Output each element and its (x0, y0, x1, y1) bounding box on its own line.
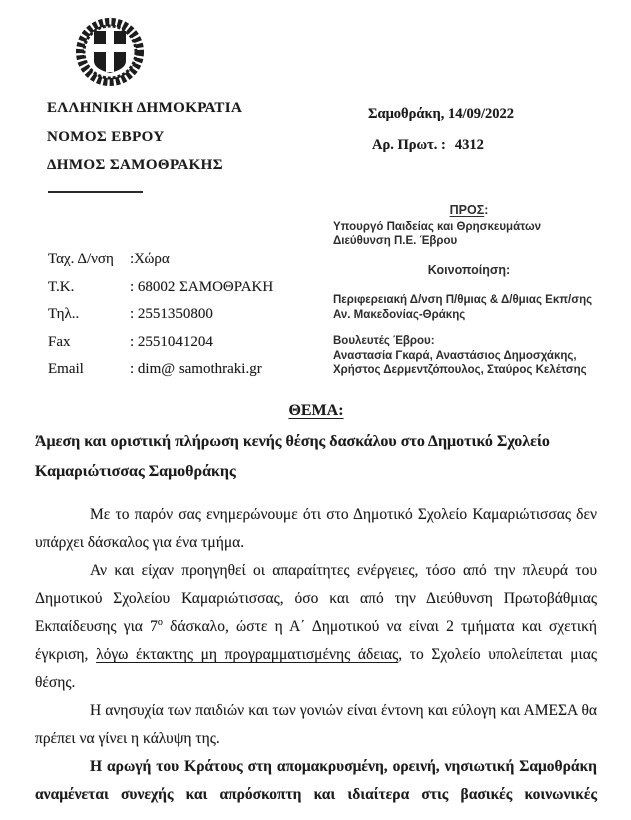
to-colon: : (484, 203, 489, 217)
body-segment: δάσκαλο, ώστε η Α΄ Δημοτικού να είναι 2 τμήματα και σχετική (162, 618, 597, 635)
contact-label: Email (48, 361, 84, 377)
to-lines (333, 220, 605, 249)
subject-line: Άμεση και οριστική πλήρωση κενής θέσης δασκάλου στο Δημοτικό Σχολείο (35, 433, 550, 450)
subject-text (35, 427, 603, 487)
contact-row-address (48, 251, 273, 279)
to-label: ΠΡΟΣ (449, 203, 485, 217)
body-line-bold: Η αρωγή του Κράτους στη απομακρυσμένη, ορεινή, νησιωτική Σαμοθράκη (90, 758, 597, 775)
cc-block-regional (333, 293, 605, 322)
cc-line: Αν. Μακεδονίας-Θράκης (333, 308, 466, 321)
subject-header (35, 402, 597, 420)
body-segment: Εκπαίδευσης για 7 (35, 618, 158, 635)
org-line-prefecture: ΝΟΜΟΣ ΕΒΡΟΥ (47, 128, 165, 145)
cc-block-mps (333, 334, 605, 378)
body-segment: , το Σχολείο υπολείπεται μιας (398, 646, 597, 663)
cc-line: Αναστασία Γκαρά, Αναστάσιος Δημοσχάκης, (333, 349, 577, 362)
to-line: Διεύθυνση Π.Ε. Έβρου (333, 235, 458, 247)
protocol-label: Αρ. Πρωτ. : (372, 137, 446, 153)
contact-value: : 68002 ΣΑΜΟΘΡΑΚΗ (130, 278, 274, 295)
contact-value: : dim@ samothraki.gr (130, 361, 262, 377)
place-date: Σαμοθράκη, 14/09/2022 (368, 106, 515, 122)
body-line-underlined (35, 641, 597, 669)
letter-body (35, 501, 597, 809)
header-separator-line (48, 191, 143, 193)
subject-line: Καμαριώτισσας Σαμοθράκης (35, 463, 236, 480)
body-line: θέσης. (35, 674, 76, 691)
contact-value: :Χώρα (130, 251, 170, 267)
org-header (47, 94, 242, 180)
contact-row-fax (48, 334, 273, 362)
to-line: Υπουργό Παιδείας και Θρησκευμάτων (333, 220, 542, 233)
recipients-block (333, 203, 605, 378)
contact-value: : 2551041204 (130, 333, 213, 350)
greek-national-emblem-icon (72, 14, 148, 94)
contact-row-phone (48, 306, 273, 334)
protocol-number: 4312 (454, 137, 484, 153)
org-line-republic: ΕΛΛΗΝΙΚΗ ΔΗΜΟΚΡΑΤΙΑ (47, 100, 243, 116)
body-line: Με το παρόν σας ενημερώνουμε ότι στο Δημοτικό Σχολείο Καμαριώτισσας δεν (90, 506, 597, 523)
body-line-bold: αναμένεται συνεχής και απρόσκοπτη και ιδιαίτερα στις βασικές κοινωνικές (35, 786, 597, 803)
cc-header: Κοινοποίηση: (427, 262, 511, 277)
contact-label: Fax (48, 333, 71, 350)
subject-label: ΘΕΜΑ: (288, 402, 344, 419)
cc-line: Χρήστος Δερμεντζόπουλος, Σταύρος Κελέτσης (333, 364, 587, 376)
body-line: Η ανησυχία των παιδιών και των γονιών είναι έντονη και εύλογη και ΑΜΕΣΑ θα (90, 702, 597, 719)
protocol-line (368, 137, 514, 154)
contact-value: : 2551350800 (130, 306, 213, 322)
cc-line: Βουλευτές Έβρου: (333, 335, 435, 347)
org-line-municipality: ΔΗΜΟΣ ΣΑΜΟΘΡΑΚΗΣ (47, 157, 223, 173)
contact-label: Ταχ. Δ/νση (48, 251, 114, 267)
body-line: πρέπει να γίνει η κάλυψη της. (35, 730, 220, 747)
contact-label: Τηλ.. (48, 306, 80, 322)
body-segment: έγκριση, (35, 646, 97, 663)
contact-block (48, 251, 273, 389)
contact-row-email (48, 361, 273, 389)
body-line: Δημοτικού Σχολείου Καμαριώτισσας, όσο και από την Διεύθυνση Πρωτοβάθμιας (35, 590, 597, 607)
underlined-phrase: λόγω έκτακτης μη προγραμματισμένης άδειας (96, 646, 399, 663)
contact-row-postal (48, 279, 273, 307)
body-line: υπάρχει δάσκαλος για ένα τμήμα. (35, 534, 245, 551)
to-header (333, 203, 605, 218)
ordinal-superscript: ο (157, 616, 163, 628)
date-protocol-block (368, 106, 514, 154)
body-line-ordinal (35, 613, 597, 641)
contact-label: Τ.Κ. (48, 278, 75, 295)
cc-line: Περιφερειακή Δ/νση Π/θμιας & Δ/θμιας Εκπ/σης (333, 294, 593, 306)
body-line: Αν και είχαν προηγηθεί οι απαραίτητες ενέργειες, τόσο από την πλευρά του (90, 562, 597, 579)
